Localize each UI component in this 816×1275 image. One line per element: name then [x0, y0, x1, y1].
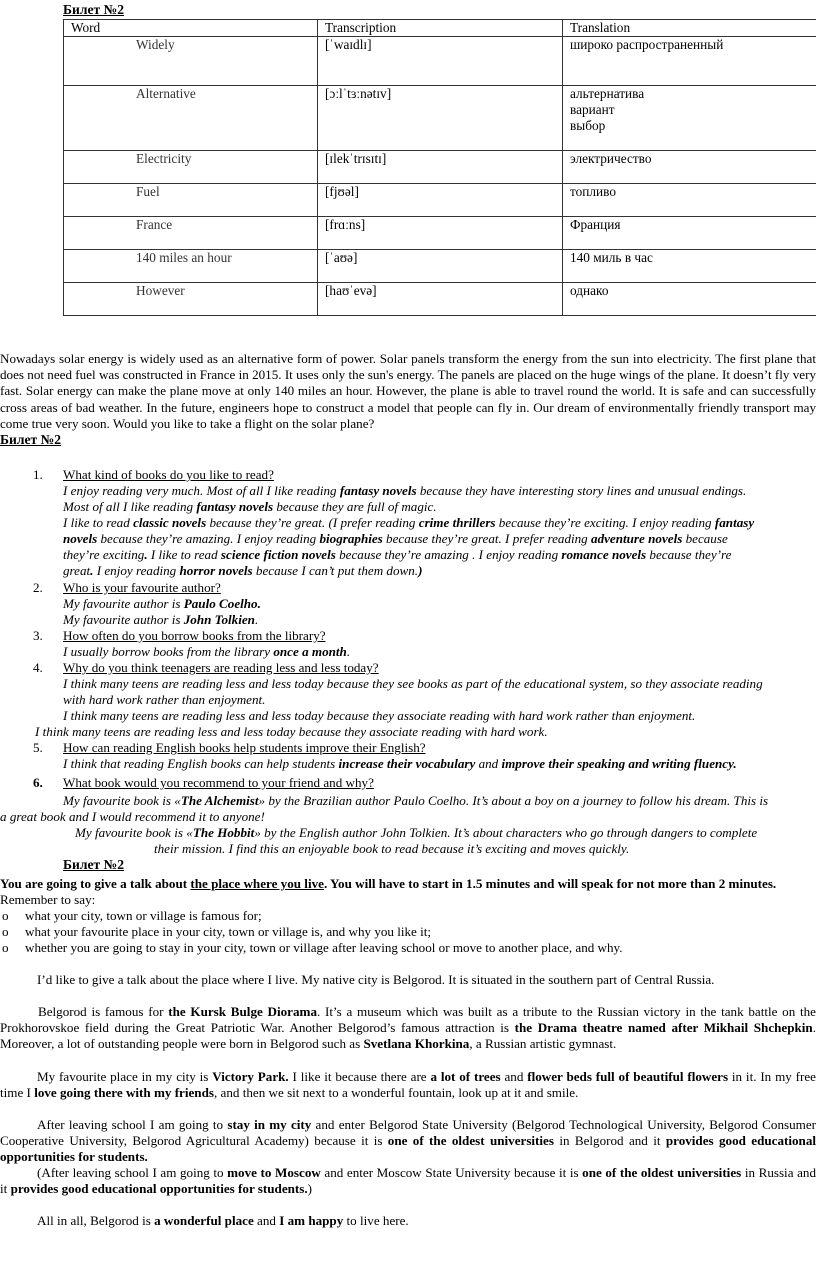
answer-emphasis: novels — [63, 531, 98, 546]
answer-emphasis: biographies — [319, 531, 383, 546]
talk-emphasis: provides good educational opportunities for students. — [10, 1181, 308, 1197]
header-transcription: Transcription — [318, 20, 563, 37]
answer-text: My favourite book is « — [75, 825, 193, 840]
header-word: Word — [64, 20, 318, 37]
talk-emphasis: one of the oldest universities — [387, 1133, 554, 1149]
talk-emphasis: the Kursk Bulge Diorama — [168, 1004, 317, 1019]
ticket-title: Билет №2 — [63, 2, 125, 17]
translation-line: альтернатива — [570, 86, 645, 101]
table-row — [64, 151, 816, 184]
answer-text: because they are full of magic. — [273, 499, 437, 514]
answer-text: because they have interesting story lines and unusual endings. — [416, 483, 747, 498]
question-number: 4. — [33, 660, 43, 675]
talk-paragraph — [0, 1004, 816, 1053]
bullet-marker: o — [2, 940, 9, 955]
answer-text: I enjoy reading — [93, 563, 180, 578]
answer-text: » by the Brazilian author Paulo Coelho. It’s about a boy on a journey to follow his dream. This is — [258, 793, 769, 808]
answer-emphasis: once a month — [273, 644, 347, 659]
answer-text: I like to read — [63, 515, 134, 530]
answer-emphasis: horror novels — [179, 563, 253, 578]
talk-text: in Russia and it — [0, 1165, 816, 1197]
answer-line: I think many teens are reading less and less today because they see books as part of the educational system, so they associate reading — [63, 676, 763, 691]
word-cell: 140 miles an hour — [64, 250, 318, 283]
answer-line — [63, 499, 437, 515]
answer-line — [63, 644, 350, 660]
answer-text: because they’re great. (I prefer reading — [206, 515, 419, 530]
answer-text: because they’re amazing . I enjoy reading — [335, 547, 562, 562]
talk-paragraph: I’d like to give a talk about the place where I live. My native city is Belgorod. It is situated in the southern part of Central Russia. — [37, 972, 715, 987]
translation-line: выбор — [570, 118, 606, 133]
talk-emphasis: the Drama theatre named after Mikhail Shchepkin — [514, 1020, 813, 1036]
answer-text: My favourite book is « — [63, 793, 181, 808]
answer-text: My favourite author is — [63, 612, 184, 627]
answer-line — [63, 612, 258, 628]
talk-emphasis: provides good educational opportunities for students. — [0, 1133, 816, 1165]
table-row — [64, 217, 816, 250]
answer-text: and — [475, 756, 502, 771]
talk-emphasis: flower beds full of beautiful flowers — [527, 1069, 729, 1084]
answer-line: I think many teens are reading less and less today because they associate reading with hard work rather than enjoyment. — [63, 708, 696, 723]
answer-text: . — [346, 644, 351, 659]
talk-text: . Moreover, a lot of outstanding people were born in Belgorod such as — [0, 1020, 816, 1052]
talk-text: in it. In my free time I — [0, 1069, 816, 1101]
talk-text: to live here. — [343, 1213, 409, 1228]
answer-text: great — [63, 563, 91, 578]
answer-text: because they’re — [646, 547, 732, 562]
answer-text: because I can’t put them down. — [252, 563, 419, 578]
word-cell: However — [64, 283, 318, 316]
talk-text: I like it because there are — [288, 1069, 431, 1084]
talk-paragraph — [37, 1213, 409, 1229]
task-instructions — [0, 876, 816, 892]
talk-emphasis: love going there with my friends — [34, 1085, 214, 1101]
word-cell: France — [64, 217, 318, 250]
talk-paragraph — [0, 1069, 816, 1101]
talk-emphasis: stay in my city — [227, 1117, 312, 1132]
question-text: What book would you recommend to your friend and why? — [63, 775, 374, 790]
answer-emphasis: adventure novels — [591, 531, 683, 546]
talk-emphasis: one of the oldest universities — [582, 1165, 742, 1180]
answer-text: because they’re amazing. I enjoy reading — [97, 531, 320, 546]
answer-text: I enjoy reading very much. Most of all I like reading — [63, 483, 340, 498]
answer-line — [63, 756, 737, 772]
talk-emphasis: a wonderful place — [154, 1213, 254, 1228]
answer-line: their mission. I find this an enjoyable book to read because it’s exciting and moves quickly. — [154, 841, 630, 856]
transcription-cell: [fjʊəl] — [318, 184, 563, 217]
answer-emphasis: fantasy — [714, 515, 755, 530]
answer-text: I think that reading English books can help students — [63, 756, 339, 771]
question-number: 2. — [33, 580, 43, 595]
answer-line — [63, 563, 422, 579]
answer-line — [63, 596, 261, 612]
translation-cell: широко распространенный — [563, 37, 816, 86]
transcription-cell: [ɔːlˈtɜːnətɪv] — [318, 86, 563, 151]
answer-text: My favourite author is — [63, 596, 184, 611]
answer-emphasis: romance novels — [561, 547, 647, 562]
question-text: Why do you think teenagers are reading less and less today? — [63, 660, 379, 675]
answer-line — [63, 793, 768, 809]
question-text: How often do you borrow books from the library? — [63, 628, 326, 643]
talk-text: , a Russian artistic gymnast. — [469, 1036, 617, 1052]
word-cell: Fuel — [64, 184, 318, 217]
answer-text: Most of all I like reading — [63, 499, 197, 514]
answer-emphasis: improve their speaking and writing fluency. — [501, 756, 737, 771]
question-number: 6. — [33, 775, 43, 790]
answer-emphasis: science fiction novels — [220, 547, 336, 562]
answer-text: they’re exciting — [63, 547, 145, 562]
transcription-cell: [ˈaʊə] — [318, 250, 563, 283]
answer-line — [63, 483, 746, 499]
ticket-title-2: Билет №2 — [0, 432, 62, 447]
answer-emphasis: increase their vocabulary — [338, 756, 476, 771]
talk-text: and enter Moscow State University because it is — [320, 1165, 583, 1180]
talk-paragraph — [0, 1117, 816, 1166]
word-cell: Alternative — [64, 86, 318, 151]
answer-emphasis: ) — [418, 563, 423, 578]
talk-emphasis: move to Moscow — [227, 1165, 321, 1180]
word-cell: Widely — [64, 37, 318, 86]
header-translation: Translation — [563, 20, 816, 37]
transcription-cell: [ˈwaɪdlɪ] — [318, 37, 563, 86]
talk-text: All in all, Belgorod is — [37, 1213, 155, 1228]
question-text: How can reading English books help students improve their English? — [63, 740, 426, 755]
answer-text: because — [682, 531, 728, 546]
question-text: What kind of books do you like to read? — [63, 467, 274, 482]
table-row — [64, 37, 816, 86]
talk-text: . It’s a museum which was built as a tribute to the Russian victory in the tank battle on the Prokhorovskoe field during the Great Patriotic War. Another Belgorod’s famous attraction is — [0, 1004, 816, 1036]
ticket-title-3: Билет №2 — [63, 857, 125, 872]
answer-text: I like to read — [147, 547, 221, 562]
talk-text: and — [500, 1069, 528, 1084]
answer-emphasis: . — [144, 547, 148, 562]
answer-emphasis: Paulo Coelho. — [183, 596, 261, 611]
table-header-row — [64, 20, 816, 37]
answer-text: » by the English author John Tolkien. It’s about characters who go through dangers to complete — [254, 825, 758, 840]
task-bullet: whether you are going to stay in your city, town or village after leaving school or move to another place, and why. — [25, 940, 623, 955]
talk-text: and enter Belgorod State University (Belgorod Technological University, Belgorod Consumer Cooperative University, Belgorod Agricultural Academy) because it is — [0, 1117, 816, 1149]
talk-text: (After leaving school I am going to — [37, 1165, 228, 1180]
transcription-cell: [haʊˈevə] — [318, 283, 563, 316]
answer-emphasis: classic novels — [133, 515, 207, 530]
translation-cell: электричество — [563, 151, 816, 184]
answer-emphasis: The Hobbit — [192, 825, 255, 840]
answer-text: because they’re great. I prefer reading — [382, 531, 592, 546]
answer-text: because they’re exciting. I enjoy reading — [495, 515, 715, 530]
table-row — [64, 86, 816, 151]
talk-text: ) — [307, 1181, 313, 1197]
talk-text: After leaving school I am going to — [37, 1117, 228, 1132]
vocabulary-table — [63, 19, 816, 316]
transcription-cell: [frɑːns] — [318, 217, 563, 250]
talk-emphasis: Victory Park. — [212, 1069, 289, 1084]
solar-energy-text: Nowadays solar energy is widely used as an alternative form of power. Solar panels transform the energy from the sun into electricity. The first plane that does not need fuel was constructed in France in 2015. It uses only the sun's energy. The panels are placed on the huge wings of the plane. It doesn’t fly very fast. Solar energy can make the plane move at only 140 miles an hour. However, the plane is able to travel round the world. It is safe and can successfully cross areas of bad weather. In the future, engineers hope to construct a model that people can fly in. Our dream of environmentally friendly transport may come true very soon. Would you like to take a flight on the solar plane? — [0, 351, 816, 431]
task-text: . You will have to start in 1.5 minutes and will speak for not more than 2 minutes. — [323, 876, 777, 891]
answer-line — [63, 547, 731, 563]
answer-emphasis: fantasy novels — [339, 483, 417, 498]
bullet-marker: o — [2, 924, 9, 939]
table-row — [64, 283, 816, 316]
talk-emphasis: Svetlana Khorkina — [363, 1036, 470, 1052]
answer-line — [75, 825, 757, 841]
talk-text: and — [253, 1213, 280, 1228]
task-topic: the place where you live — [190, 876, 324, 891]
translation-cell: топливо — [563, 184, 816, 217]
answer-emphasis: crime thrillers — [418, 515, 496, 530]
answer-emphasis: John Tolkien — [183, 612, 255, 627]
table-row — [64, 184, 816, 217]
answer-text: . — [254, 612, 259, 627]
translation-line: вариант — [570, 102, 615, 117]
bullet-marker: o — [2, 908, 9, 923]
question-number: 5. — [33, 740, 43, 755]
talk-text: Belgorod is famous for — [38, 1004, 169, 1019]
question-number: 3. — [33, 628, 43, 643]
talk-text: , and then we sit next to a wonderful fountain, look up at it and smile. — [213, 1085, 579, 1101]
talk-emphasis: a lot of trees — [430, 1069, 501, 1084]
talk-text: My favourite place in my city is — [37, 1069, 213, 1084]
answer-emphasis: . — [90, 563, 94, 578]
translation-cell — [563, 86, 816, 151]
answer-line: with hard work rather than enjoyment. — [63, 692, 266, 707]
translation-cell: однако — [563, 283, 816, 316]
answer-emphasis: The Alchemist — [180, 793, 259, 808]
table-row — [64, 250, 816, 283]
remember-label: Remember to say: — [0, 892, 96, 907]
translation-cell: Франция — [563, 217, 816, 250]
answer-emphasis: fantasy novels — [196, 499, 274, 514]
answer-line — [63, 515, 754, 531]
answer-line — [63, 531, 728, 547]
talk-emphasis: I am happy — [279, 1213, 344, 1228]
question-text: Who is your favourite author? — [63, 580, 221, 595]
task-bullet: what your favourite place in your city, town or village is, and why you like it; — [25, 924, 432, 939]
translation-cell: 140 миль в час — [563, 250, 816, 283]
talk-paragraph — [0, 1165, 816, 1197]
answer-line: I think many teens are reading less and less today because they associate reading with hard work. — [35, 724, 548, 739]
answer-line: a great book and I would recommend it to anyone! — [0, 809, 265, 824]
task-text: You are going to give a talk about — [0, 876, 191, 891]
answer-text: I usually borrow books from the library — [63, 644, 274, 659]
talk-text: in Belgorod and it — [553, 1133, 666, 1149]
question-number: 1. — [33, 467, 43, 482]
transcription-cell: [ɪlekˈtrɪsɪtɪ] — [318, 151, 563, 184]
word-cell: Electricity — [64, 151, 318, 184]
task-bullet: what your city, town or village is famous for; — [25, 908, 262, 923]
